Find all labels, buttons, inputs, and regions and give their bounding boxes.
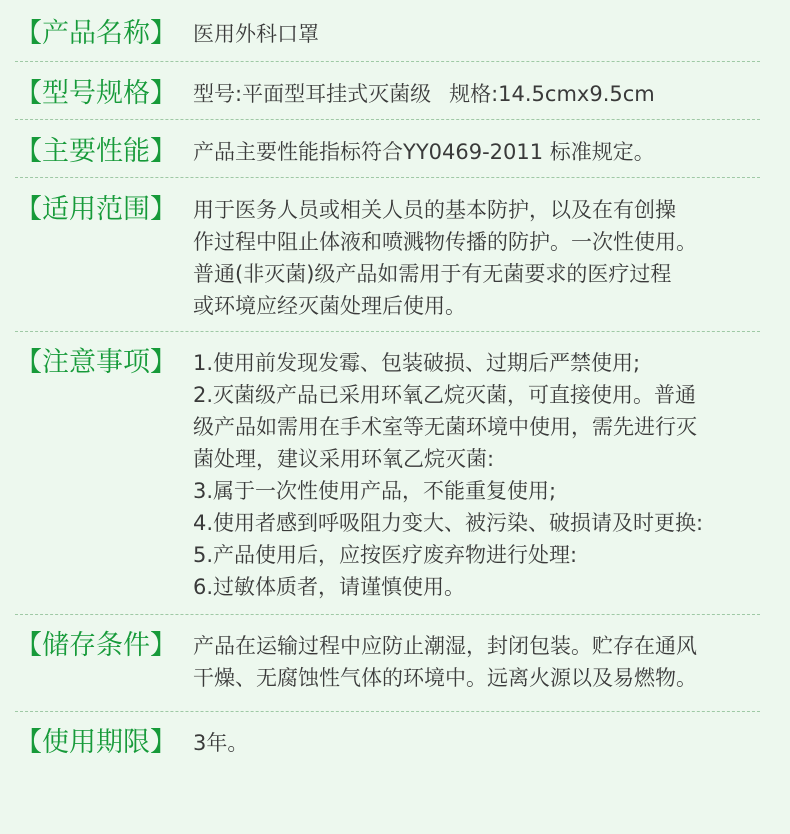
section-scope [15, 178, 760, 332]
section-label-notes: 【注意事项】 [15, 347, 177, 378]
content-line: 医用外科口罩 [193, 22, 319, 46]
content-line: 产品在运输过程中应防止潮湿，封闭包装。贮存在通风 [193, 634, 697, 658]
content-line: 干燥、无腐蚀性气体的环境中。远离火源以及易燃物。 [193, 666, 697, 690]
section-storage [15, 615, 760, 712]
content-line: 作过程中阻止体液和喷溅物传播的防护。一次性使用。 [193, 230, 697, 254]
section-product-name [15, 4, 760, 62]
section-content-notes [193, 343, 760, 603]
section-content-model-spec [193, 74, 760, 110]
section-content-storage [193, 626, 760, 694]
section-label-performance: 【主要性能】 [15, 136, 177, 167]
section-content-product-name [193, 14, 760, 50]
content-line: 或环境应经灭菌处理后使用。 [193, 294, 466, 318]
content-line: 5.产品使用后，应按医疗废弃物进行处理: [193, 543, 578, 567]
section-label-usage-period: 【使用期限】 [15, 727, 177, 758]
content-line [193, 78, 760, 110]
section-model-spec [15, 62, 760, 120]
section-label-product-name: 【产品名称】 [15, 18, 177, 49]
spec-text: 规格:14.5cmx9.5cm [449, 82, 655, 106]
section-content-performance [193, 132, 760, 168]
section-content-usage-period [193, 723, 760, 759]
content-line: 产品主要性能指标符合YY0469-2011 标准规定。 [193, 140, 655, 164]
section-label-model-spec: 【型号规格】 [15, 78, 177, 109]
content-line: 3年。 [193, 731, 249, 755]
content-line: 用于医务人员或相关人员的基本防护，以及在有创操 [193, 198, 676, 222]
section-label-storage: 【储存条件】 [15, 630, 177, 661]
content-line: 3.属于一次性使用产品，不能重复使用; [193, 479, 557, 503]
content-line: 1.使用前发现发霉、包装破损、过期后严禁使用; [193, 351, 641, 375]
content-line: 级产品如需用在手术室等无菌环境中使用，需先进行灭 [193, 415, 697, 439]
content-line: 菌处理，建议采用环氧乙烷灭菌: [193, 447, 495, 471]
model-text: 型号:平面型耳挂式灭菌级 [193, 82, 432, 106]
content-line: 4.使用者感到呼吸阻力变大、被污染、破损请及时更换: [193, 511, 704, 535]
section-usage-period [15, 712, 760, 772]
section-content-scope [193, 190, 760, 322]
content-line: 2.灭菌级产品已采用环氧乙烷灭菌，可直接使用。普通 [193, 383, 697, 407]
content-line: 6.过敏体质者，请谨慎使用。 [193, 575, 466, 599]
content-line: 普通(非灭菌)级产品如需用于有无菌要求的医疗过程 [193, 262, 672, 286]
section-notes [15, 332, 760, 615]
section-performance [15, 120, 760, 178]
section-label-scope: 【适用范围】 [15, 194, 177, 225]
